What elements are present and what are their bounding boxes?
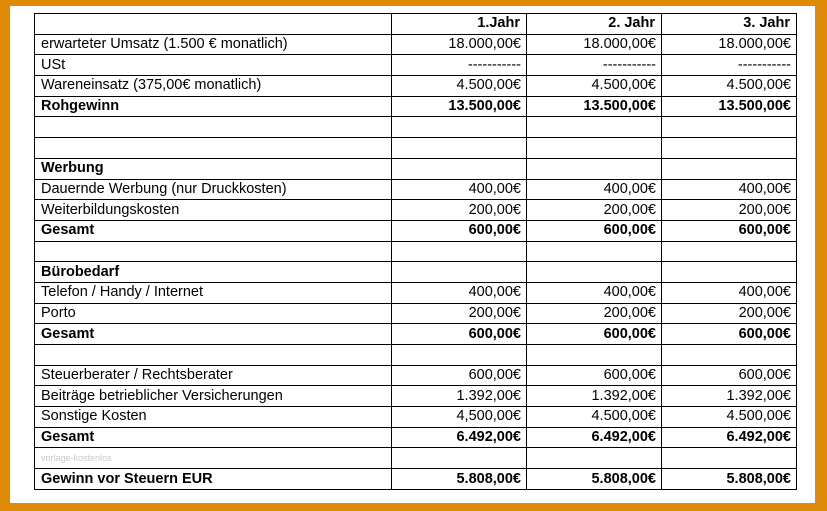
row-value-year-3: 200,00€ <box>662 303 797 324</box>
row-value-year-1: 400,00€ <box>392 179 527 200</box>
row-value-year-3: 1.392,00€ <box>662 386 797 407</box>
row-label <box>35 345 392 366</box>
row-value-year-1: 6.492,00€ <box>392 427 527 448</box>
table-row <box>35 158 797 179</box>
table-row <box>35 138 797 159</box>
header-cell-label <box>35 14 392 35</box>
row-value-year-2 <box>527 448 662 469</box>
row-label <box>35 117 392 138</box>
table-row <box>35 427 797 448</box>
row-value-year-1: 13.500,00€ <box>392 96 527 117</box>
row-value-year-2: ----------- <box>527 55 662 76</box>
row-value-year-1: ----------- <box>392 55 527 76</box>
row-value-year-2 <box>527 117 662 138</box>
row-value-year-2: 18.000,00€ <box>527 34 662 55</box>
row-value-year-1 <box>392 117 527 138</box>
row-value-year-1: 5.808,00€ <box>392 469 527 490</box>
row-value-year-1: 200,00€ <box>392 303 527 324</box>
row-value-year-2: 400,00€ <box>527 179 662 200</box>
document-page <box>10 6 815 503</box>
row-value-year-3: 600,00€ <box>662 365 797 386</box>
header-cell-year-2: 2. Jahr <box>527 14 662 35</box>
table-row <box>35 407 797 428</box>
table-row <box>35 76 797 97</box>
row-value-year-3: 400,00€ <box>662 282 797 303</box>
row-value-year-1 <box>392 448 527 469</box>
row-value-year-1: 1.392,00€ <box>392 386 527 407</box>
table-row <box>35 96 797 117</box>
row-value-year-3: 200,00€ <box>662 200 797 221</box>
table-row <box>35 200 797 221</box>
row-value-year-1: 4,500,00€ <box>392 407 527 428</box>
row-label: Gesamt <box>35 324 392 345</box>
row-label <box>35 241 392 262</box>
row-value-year-3: 4.500,00€ <box>662 407 797 428</box>
row-value-year-2: 600,00€ <box>527 365 662 386</box>
row-value-year-3: 600,00€ <box>662 324 797 345</box>
row-value-year-3: 6.492,00€ <box>662 427 797 448</box>
row-label: Dauernde Werbung (nur Druckkosten) <box>35 179 392 200</box>
table-header-row <box>35 14 797 35</box>
row-label: Weiterbildungskosten <box>35 200 392 221</box>
row-label: Bürobedarf <box>35 262 392 283</box>
row-value-year-1 <box>392 262 527 283</box>
row-value-year-1: 18.000,00€ <box>392 34 527 55</box>
row-value-year-3 <box>662 117 797 138</box>
row-value-year-1 <box>392 138 527 159</box>
row-value-year-3: ----------- <box>662 55 797 76</box>
row-label: Telefon / Handy / Internet <box>35 282 392 303</box>
row-value-year-2: 200,00€ <box>527 200 662 221</box>
table-row <box>35 386 797 407</box>
header-cell-year-3: 3. Jahr <box>662 14 797 35</box>
row-value-year-3: 4.500,00€ <box>662 76 797 97</box>
table-row <box>35 469 797 490</box>
row-label: Gesamt <box>35 220 392 241</box>
row-value-year-2: 400,00€ <box>527 282 662 303</box>
row-value-year-1 <box>392 158 527 179</box>
row-label: Gewinn vor Steuern EUR <box>35 469 392 490</box>
row-value-year-3: 13.500,00€ <box>662 96 797 117</box>
watermark-text: vorlage-kostenlos <box>41 453 112 464</box>
row-value-year-2: 6.492,00€ <box>527 427 662 448</box>
row-value-year-2: 4.500,00€ <box>527 76 662 97</box>
row-label: Gesamt <box>35 427 392 448</box>
row-label: Porto <box>35 303 392 324</box>
row-value-year-3 <box>662 138 797 159</box>
row-value-year-1 <box>392 241 527 262</box>
row-label: Wareneinsatz (375,00€ monatlich) <box>35 76 392 97</box>
table-row <box>35 303 797 324</box>
table-row <box>35 34 797 55</box>
row-label: Sonstige Kosten <box>35 407 392 428</box>
row-value-year-3 <box>662 448 797 469</box>
row-value-year-3: 600,00€ <box>662 220 797 241</box>
row-value-year-3: 400,00€ <box>662 179 797 200</box>
header-cell-year-1: 1.Jahr <box>392 14 527 35</box>
table-row <box>35 345 797 366</box>
row-label: Rohgewinn <box>35 96 392 117</box>
table-row <box>35 179 797 200</box>
row-value-year-3 <box>662 345 797 366</box>
row-value-year-2 <box>527 345 662 366</box>
row-value-year-3 <box>662 241 797 262</box>
table-row <box>35 282 797 303</box>
table-row <box>35 365 797 386</box>
row-value-year-2: 5.808,00€ <box>527 469 662 490</box>
row-value-year-1: 600,00€ <box>392 324 527 345</box>
row-value-year-2 <box>527 138 662 159</box>
row-value-year-2 <box>527 158 662 179</box>
row-value-year-1: 400,00€ <box>392 282 527 303</box>
row-value-year-1: 600,00€ <box>392 220 527 241</box>
table-row <box>35 117 797 138</box>
table-row <box>35 262 797 283</box>
row-value-year-3 <box>662 158 797 179</box>
row-value-year-2: 1.392,00€ <box>527 386 662 407</box>
row-value-year-1 <box>392 345 527 366</box>
row-value-year-1: 200,00€ <box>392 200 527 221</box>
row-value-year-1: 600,00€ <box>392 365 527 386</box>
row-value-year-2: 600,00€ <box>527 220 662 241</box>
row-label <box>35 448 392 469</box>
row-label: Steuerberater / Rechtsberater <box>35 365 392 386</box>
row-value-year-2: 600,00€ <box>527 324 662 345</box>
row-value-year-2: 4.500,00€ <box>527 407 662 428</box>
row-value-year-3 <box>662 262 797 283</box>
table-row <box>35 220 797 241</box>
row-value-year-2: 13.500,00€ <box>527 96 662 117</box>
row-value-year-3: 5.808,00€ <box>662 469 797 490</box>
row-value-year-2: 200,00€ <box>527 303 662 324</box>
row-value-year-1: 4.500,00€ <box>392 76 527 97</box>
row-label: erwarteter Umsatz (1.500 € monatlich) <box>35 34 392 55</box>
row-label <box>35 138 392 159</box>
table-row <box>35 448 797 469</box>
table-row <box>35 55 797 76</box>
row-label: USt <box>35 55 392 76</box>
row-value-year-2 <box>527 262 662 283</box>
profit-plan-table <box>34 13 797 490</box>
row-label: Werbung <box>35 158 392 179</box>
row-label: Beiträge betrieblicher Versicherungen <box>35 386 392 407</box>
row-value-year-3: 18.000,00€ <box>662 34 797 55</box>
table-row <box>35 241 797 262</box>
row-value-year-2 <box>527 241 662 262</box>
table-row <box>35 324 797 345</box>
